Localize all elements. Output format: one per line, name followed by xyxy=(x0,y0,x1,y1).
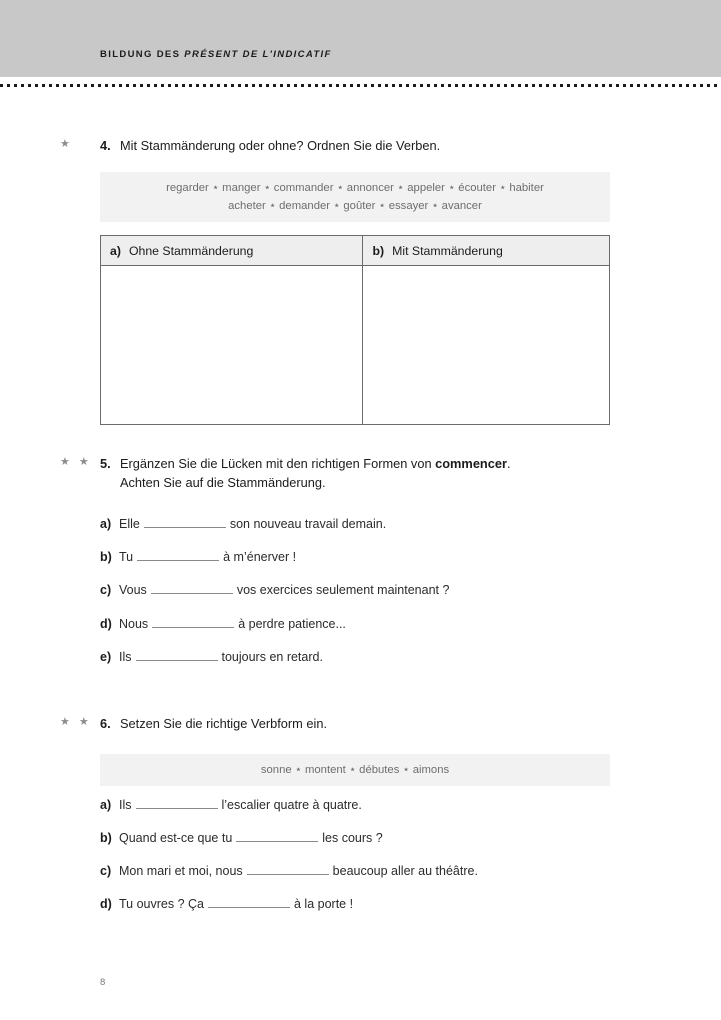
wordbank-6-line-1: sonne ⋆ montent ⋆ débutes ⋆ aimons xyxy=(260,764,450,776)
exercise-5-item-a xyxy=(100,515,386,533)
item-6b-text-after: les cours ? xyxy=(322,831,383,845)
wordbank-line-2: acheter ⋆ demander ⋆ goûter ⋆ essayer ⋆ avancer xyxy=(228,200,482,212)
item-6c-text-before: Mon mari et moi, nous xyxy=(119,864,243,878)
running-head-plain: BILDUNG DES xyxy=(100,49,185,60)
item-6d-letter: d) xyxy=(100,897,112,911)
item-6b-blank[interactable] xyxy=(236,830,318,842)
item-a-text-after: son nouveau travail demain. xyxy=(229,517,387,531)
difficulty-stars-4: ★ xyxy=(60,138,73,150)
item-d-letter: d) xyxy=(100,617,112,631)
item-6b-text-before: Quand est-ce que tu xyxy=(119,831,233,845)
item-6c-letter: c) xyxy=(100,864,112,878)
exercise-4-prompt: Mit Stammänderung oder ohne? Ordnen Sie die Verben. xyxy=(120,138,441,153)
item-c-letter: c) xyxy=(100,583,112,597)
item-a-blank[interactable] xyxy=(144,516,226,528)
sorting-table-header-row xyxy=(101,236,609,266)
wordbank-line-1: regarder ⋆ manger ⋆ commander ⋆ annoncer ⋆ appeler ⋆ écouter ⋆ habiter xyxy=(166,182,544,194)
item-6b-letter: b) xyxy=(100,831,112,845)
exercise-5-heading xyxy=(100,454,620,492)
exercise-5-prompt-part1: Ergänzen Sie die Lücken mit den richtigen Formen von xyxy=(120,456,436,471)
exercise-6-item-c xyxy=(100,862,478,880)
exercise-6-item-a xyxy=(100,796,362,814)
item-e-text-after: toujours en retard. xyxy=(221,650,323,664)
item-6a-text-before: Ils xyxy=(119,798,132,812)
item-c-text-after: vos exercices seulement maintenant ? xyxy=(236,583,450,597)
running-head-italic: PRÉSENT DE L'INDICATIF xyxy=(184,49,332,60)
exercise-5-item-b xyxy=(100,548,296,566)
page-running-head xyxy=(100,49,332,60)
sorting-table-cell-a[interactable] xyxy=(101,266,363,424)
item-a-text-before: Elle xyxy=(119,517,140,531)
item-6a-blank[interactable] xyxy=(136,797,218,809)
item-6a-letter: a) xyxy=(100,798,112,812)
item-a-letter: a) xyxy=(100,517,112,531)
item-e-blank[interactable] xyxy=(136,649,218,661)
item-d-text-before: Nous xyxy=(119,617,149,631)
exercise-6-prompt: Setzen Sie die richtige Verbform ein. xyxy=(120,716,327,731)
page-number: 8 xyxy=(100,977,106,988)
column-a-label: Ohne Stammänderung xyxy=(128,243,254,258)
item-b-blank[interactable] xyxy=(137,549,219,561)
exercise-5-prompt-part2: . xyxy=(506,456,511,471)
sorting-table-body-row xyxy=(101,266,609,424)
exercise-4-wordbank xyxy=(100,172,610,222)
exercise-5-item-c xyxy=(100,581,449,599)
exercise-4-heading xyxy=(100,136,620,155)
difficulty-stars-6: ★ ★ xyxy=(60,716,92,728)
exercise-5-item-d xyxy=(100,615,346,633)
column-b-label: Mit Stammänderung xyxy=(392,243,503,258)
exercise-6-item-d xyxy=(100,895,353,913)
exercise-4-number: 4. xyxy=(100,138,111,153)
item-6c-blank[interactable] xyxy=(247,863,329,875)
sorting-table-header-b xyxy=(363,236,609,265)
exercise-5-prompt-verb: commencer xyxy=(435,456,507,471)
exercise-5-prompt-line2: Achten Sie auf die Stammänderung. xyxy=(120,475,326,490)
exercise-5-item-e xyxy=(100,648,323,666)
exercise-6-heading xyxy=(100,714,620,733)
difficulty-stars-5: ★ ★ xyxy=(60,456,92,468)
exercise-6-number: 6. xyxy=(100,716,111,731)
sorting-table-header-a xyxy=(101,236,363,265)
item-b-letter: b) xyxy=(100,550,112,564)
exercise-5-prompt xyxy=(120,454,600,492)
column-b-letter: b) xyxy=(372,243,385,258)
exercise-4-sorting-table xyxy=(100,235,610,425)
item-e-letter: e) xyxy=(100,650,112,664)
item-e-text-before: Ils xyxy=(119,650,132,664)
item-c-text-before: Vous xyxy=(119,583,147,597)
sorting-table-cell-b[interactable] xyxy=(363,266,609,424)
item-b-text-before: Tu xyxy=(119,550,134,564)
exercise-5-number: 5. xyxy=(100,456,111,471)
exercise-6-item-b xyxy=(100,829,383,847)
item-d-text-after: à perdre patience... xyxy=(238,617,346,631)
dotted-divider xyxy=(0,84,721,87)
item-c-blank[interactable] xyxy=(151,582,233,594)
column-a-letter: a) xyxy=(110,243,121,258)
item-d-blank[interactable] xyxy=(152,616,234,628)
exercise-6-wordbank xyxy=(100,754,610,786)
item-b-text-after: à m’énerver ! xyxy=(223,550,297,564)
item-6c-text-after: beaucoup aller au théâtre. xyxy=(332,864,478,878)
item-6d-text-after: à la porte ! xyxy=(294,897,354,911)
item-6d-blank[interactable] xyxy=(208,896,290,908)
item-6a-text-after: l’escalier quatre à quatre. xyxy=(221,798,362,812)
page-header-band xyxy=(0,0,721,77)
item-6d-text-before: Tu ouvres ? Ça xyxy=(119,897,204,911)
